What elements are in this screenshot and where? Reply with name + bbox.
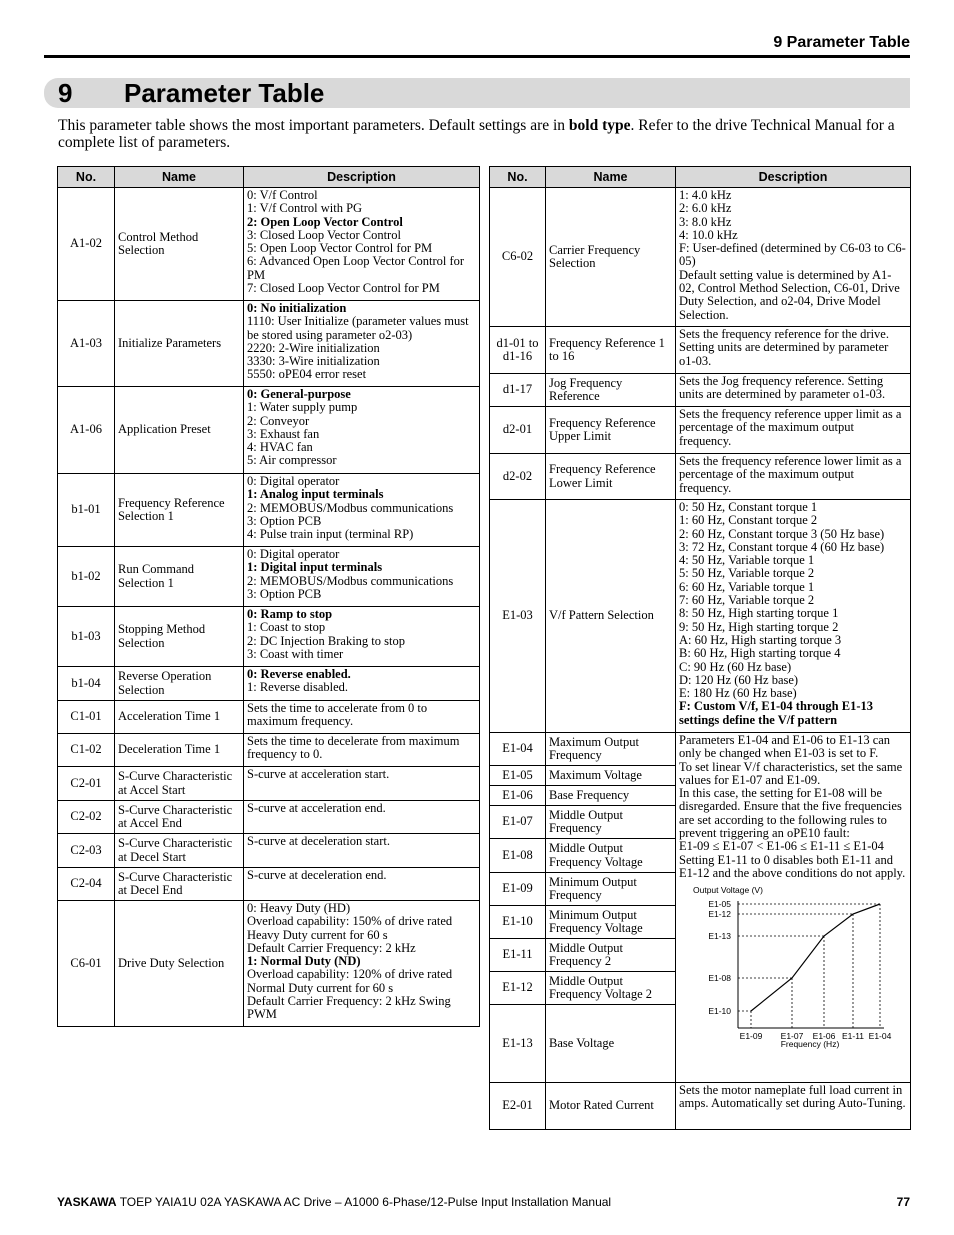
description-line: 1: Analog input terminals — [247, 487, 384, 502]
vf-curve — [751, 904, 880, 1011]
description-line: 1: Reverse disabled. — [247, 680, 349, 695]
description-line: 0: Heavy Duty (HD) — [247, 901, 351, 915]
param-name: Frequency Reference 1 to 16 — [546, 327, 676, 374]
param-name: Middle Output Frequency Voltage 2 — [546, 972, 676, 1005]
description-line: 0: No initialization — [247, 301, 347, 315]
description-line: 2: 6.0 kHz — [679, 201, 732, 216]
x-axis-label: E1-04 — [868, 1031, 892, 1042]
table-row — [490, 733, 911, 766]
vf-pattern-graph — [679, 881, 904, 1051]
param-number: b1-02 — [58, 547, 115, 607]
table-row — [490, 374, 911, 407]
description-cell — [244, 301, 480, 387]
description-line: F: User-defined (determined by C6-03 to C6-05) — [679, 241, 906, 269]
description-line: 1: V/f Control with PG — [247, 201, 363, 216]
description-line: 2: Open Loop Vector Control — [247, 214, 403, 229]
description-line: Sets the frequency reference lower limit as a percentage of the maximum output frequency. — [679, 454, 902, 495]
param-number: C2-02 — [58, 801, 115, 834]
param-name: Base Voltage — [546, 1005, 676, 1083]
param-number: E1-05 — [490, 766, 546, 786]
table-row — [58, 387, 480, 474]
description-line: 0: General-purpose — [247, 387, 351, 401]
param-name: Middle Output Frequency Voltage — [546, 839, 676, 873]
y-axis-label: E1-12 — [708, 909, 731, 920]
description-line: S-curve at acceleration start. — [247, 767, 390, 781]
column-header-no: No. — [490, 167, 546, 188]
description-line: Setting E1-11 to 0 disables both E1-11 and E1-12 and the above conditions do not apply. — [679, 852, 906, 880]
description-line: 0: Ramp to stop — [247, 607, 333, 621]
description-line: 3: Option PCB — [247, 586, 322, 601]
description-line: 1: 60 Hz, Constant torque 2 — [679, 513, 818, 528]
column-header-no: No. — [58, 167, 115, 188]
description-cell — [244, 901, 480, 1027]
description-line: 4: 10.0 kHz — [679, 227, 738, 242]
param-number: E1-06 — [490, 786, 546, 806]
description-line: E1-09 ≤ E1-07 < E1-06 ≤ E1-11 ≤ E1-04 — [679, 839, 884, 854]
description-line: 5550: oPE04 error reset — [247, 367, 367, 382]
description-line: 3: 8.0 kHz — [679, 214, 732, 229]
param-name: Reverse Operation Selection — [115, 667, 244, 701]
description-cell — [244, 734, 480, 767]
param-number: E1-13 — [490, 1005, 546, 1083]
description-line: 5: 50 Hz, Variable torque 2 — [679, 566, 815, 581]
table-row — [58, 301, 480, 387]
e1-description-cell — [676, 733, 911, 1083]
param-number: C2-01 — [58, 767, 115, 801]
page-footer — [57, 1195, 910, 1209]
table-row — [58, 901, 480, 1027]
table-row — [490, 188, 911, 327]
param-number: C6-02 — [490, 188, 546, 327]
description-line: 5: Air compressor — [247, 453, 337, 468]
param-name: Stopping Method Selection — [115, 607, 244, 667]
param-name: Control Method Selection — [115, 188, 244, 301]
description-line: Overload capability: 120% of drive rated Normal Duty current for 60 s — [247, 967, 453, 995]
column-header-description: Description — [676, 167, 911, 188]
param-name: S-Curve Characteristic at Accel Start — [115, 767, 244, 801]
param-name: Maximum Output Frequency — [546, 733, 676, 766]
x-axis-label: E1-07 — [780, 1031, 804, 1042]
description-line: S-curve at deceleration end. — [247, 868, 387, 882]
y-axis-title: Output Voltage (V) — [693, 885, 763, 896]
param-name: Acceleration Time 1 — [115, 701, 244, 734]
description-cell — [244, 607, 480, 667]
x-axis-label: E1-06 — [812, 1031, 836, 1042]
description-line: F: Custom V/f, E1-04 through E1-13 settings define the V/f pattern — [679, 699, 873, 727]
description-cell — [676, 188, 911, 327]
param-number: E1-07 — [490, 806, 546, 839]
description-cell — [676, 374, 911, 407]
table-row — [490, 454, 911, 500]
description-cell — [244, 701, 480, 734]
param-name: Deceleration Time 1 — [115, 734, 244, 767]
description-line: Sets the time to accelerate from 0 to maximum frequency. — [247, 701, 428, 729]
description-line: 7: 60 Hz, Variable torque 2 — [679, 593, 815, 608]
param-name: Middle Output Frequency 2 — [546, 939, 676, 972]
description-line: 2: MEMOBUS/Modbus communications — [247, 573, 454, 588]
param-number: E1-11 — [490, 939, 546, 972]
table-row — [58, 767, 480, 801]
description-line: 1: Digital input terminals — [247, 560, 383, 575]
param-number: b1-01 — [58, 474, 115, 547]
description-cell — [244, 188, 480, 301]
description-cell — [244, 868, 480, 901]
param-name: Frequency Reference Upper Limit — [546, 407, 676, 454]
param-number: C1-02 — [58, 734, 115, 767]
param-number: E1-03 — [490, 500, 546, 733]
description-line: Sets the frequency reference for the drive. Setting units are determined by parameter o1-03. — [679, 327, 889, 368]
y-axis-label: E1-08 — [708, 973, 731, 984]
description-line: 0: Reverse enabled. — [247, 667, 351, 681]
description-line: Default Carrier Frequency: 2 kHz Swing PWM — [247, 994, 451, 1022]
description-cell — [676, 1083, 911, 1130]
description-line: 8: 50 Hz, High starting torque 1 — [679, 606, 839, 621]
param-name: Frequency Reference Selection 1 — [115, 474, 244, 547]
description-line: E: 180 Hz (60 Hz base) — [679, 686, 797, 701]
param-number: d1-01 to d1-16 — [490, 327, 546, 374]
table-row — [490, 500, 911, 733]
description-line: C: 90 Hz (60 Hz base) — [679, 659, 792, 674]
param-number: E1-04 — [490, 733, 546, 766]
param-name: Application Preset — [115, 387, 244, 474]
x-axis-label: E1-11 — [841, 1031, 865, 1042]
description-line: In this case, the setting for E1-08 will be disregarded. Ensure that the five frequencies are set according to the following rules to prevent triggering an oPE10 fault: — [679, 786, 902, 841]
table-row — [58, 188, 480, 301]
param-number: E2-01 — [490, 1083, 546, 1130]
description-line: 4: 50 Hz, Variable torque 1 — [679, 553, 815, 568]
description-line: 3330: 3-Wire initialization — [247, 354, 380, 369]
table-row — [58, 547, 480, 607]
section-number: 9 — [58, 78, 73, 108]
description-line: 4: HVAC fan — [247, 440, 313, 455]
table-row — [58, 701, 480, 734]
description-line: Parameters E1-04 and E1-06 to E1-13 can only be changed when E1-03 is set to F. — [679, 733, 891, 761]
param-name: Run Command Selection 1 — [115, 547, 244, 607]
description-cell — [676, 327, 911, 374]
description-line: 1: 4.0 kHz — [679, 188, 732, 202]
description-line: 2: Conveyor — [247, 413, 310, 428]
description-cell — [676, 454, 911, 500]
description-line: 9: 50 Hz, High starting torque 2 — [679, 619, 839, 634]
description-line: 6: 60 Hz, Variable torque 1 — [679, 579, 815, 594]
description-line: 3: Coast with timer — [247, 646, 344, 661]
param-number: b1-03 — [58, 607, 115, 667]
description-line: 0: 50 Hz, Constant torque 1 — [679, 500, 818, 514]
description-line: 7: Closed Loop Vector Control for PM — [247, 281, 440, 296]
param-name: Maximum Voltage — [546, 766, 676, 786]
param-name: V/f Pattern Selection — [546, 500, 676, 733]
parameter-table-left — [57, 166, 480, 1027]
table-row — [58, 667, 480, 701]
param-number: C1-01 — [58, 701, 115, 734]
running-header: 9 Parameter Table — [773, 34, 910, 51]
description-cell — [244, 767, 480, 801]
x-axis-title: Frequency (Hz) — [780, 1039, 840, 1050]
table-row — [490, 407, 911, 454]
description-line: B: 60 Hz, High starting torque 4 — [679, 646, 841, 661]
param-number: d2-01 — [490, 407, 546, 454]
description-line: To set linear V/f characteristics, set the same values for E1-07 and E1-09. — [679, 759, 903, 787]
section-title: Parameter Table — [124, 78, 325, 108]
column-header-name: Name — [115, 167, 244, 188]
description-cell — [244, 801, 480, 834]
description-line: Sets the frequency reference upper limit as a percentage of the maximum output frequency. — [679, 407, 902, 448]
page-number: 77 — [896, 1195, 910, 1209]
param-name: Minimum Output Frequency Voltage — [546, 906, 676, 939]
table-row — [58, 474, 480, 547]
description-line: 2: 60 Hz, Constant torque 3 (50 Hz base) — [679, 526, 885, 541]
param-name: Carrier Frequency Selection — [546, 188, 676, 327]
param-number: C2-03 — [58, 834, 115, 868]
description-cell — [244, 474, 480, 547]
description-line: 2220: 2-Wire initialization — [247, 340, 380, 355]
description-line: S-curve at deceleration start. — [247, 834, 390, 848]
table-row — [58, 734, 480, 767]
param-name: Base Frequency — [546, 786, 676, 806]
footer-text: TOEP YAIA1U 02A YASKAWA AC Drive – A1000 6-Phase/12-Pulse Input Installation Manual — [116, 1195, 612, 1209]
intro-bold-text: bold type — [568, 117, 631, 134]
table-row — [58, 607, 480, 667]
param-number: d1-17 — [490, 374, 546, 407]
description-cell — [244, 547, 480, 607]
param-number: b1-04 — [58, 667, 115, 701]
description-line: 3: 72 Hz, Constant torque 4 (60 Hz base) — [679, 539, 885, 554]
parameter-table-right — [489, 166, 911, 1130]
description-line: 5: Open Loop Vector Control for PM — [247, 241, 433, 256]
description-line: 4: Pulse train input (terminal RP) — [247, 527, 414, 542]
description-line: 1: Coast to stop — [247, 620, 326, 635]
y-axis-label: E1-10 — [708, 1006, 731, 1017]
column-header-name: Name — [546, 167, 676, 188]
intro-paragraph — [58, 117, 908, 151]
param-name: Initialize Parameters — [115, 301, 244, 387]
param-name: Middle Output Frequency — [546, 806, 676, 839]
description-line: Sets the motor nameplate full load current in amps. Automatically set during Auto-Tuning. — [679, 1083, 906, 1111]
description-line: 2: MEMOBUS/Modbus communications — [247, 500, 454, 515]
param-name: Frequency Reference Lower Limit — [546, 454, 676, 500]
param-number: E1-08 — [490, 839, 546, 873]
description-line: 6: Advanced Open Loop Vector Control for PM — [247, 254, 465, 282]
description-cell — [244, 387, 480, 474]
description-cell — [244, 667, 480, 701]
description-line: 1: Normal Duty (ND) — [247, 954, 361, 969]
description-line: S-curve at acceleration end. — [247, 801, 386, 815]
description-line: 0: Digital operator — [247, 474, 340, 488]
description-cell — [676, 500, 911, 733]
description-line: 0: V/f Control — [247, 188, 318, 202]
table-row — [490, 327, 911, 374]
header-rule — [44, 55, 910, 58]
table-row — [58, 868, 480, 901]
intro-text-1: This parameter table shows the most important parameters. Default settings are in — [58, 117, 569, 134]
param-number: E1-09 — [490, 873, 546, 906]
footer-brand: YASKAWA — [57, 1195, 117, 1209]
param-number: A1-06 — [58, 387, 115, 474]
description-line: 1110: User Initialize (parameter values must be stored using parameter o2-03) — [247, 314, 469, 342]
param-name: S-Curve Characteristic at Decel Start — [115, 834, 244, 868]
param-number: C6-01 — [58, 901, 115, 1027]
y-axis-label: E1-05 — [708, 899, 731, 910]
description-line: 2: DC Injection Braking to stop — [247, 633, 405, 648]
param-number: d2-02 — [490, 454, 546, 500]
description-line: Sets the Jog frequency reference. Setting units are determined by parameter o1-03. — [679, 374, 886, 402]
description-line: Default Carrier Frequency: 2 kHz — [247, 940, 416, 955]
param-number: E1-12 — [490, 972, 546, 1005]
description-line: 3: Exhaust fan — [247, 426, 320, 441]
table-row — [490, 1083, 911, 1130]
param-name: Drive Duty Selection — [115, 901, 244, 1027]
table-row — [58, 834, 480, 868]
param-number: A1-03 — [58, 301, 115, 387]
description-line: 1: Water supply pump — [247, 400, 358, 415]
description-line: Sets the time to decelerate from maximum frequency to 0. — [247, 734, 460, 762]
param-name: Minimum Output Frequency — [546, 873, 676, 906]
description-line: Default setting value is determined by A1-02, Control Method Selection, C6-01, Drive Duty Selection, and o2-04, Drive Model Selection. — [679, 267, 900, 322]
param-name: Jog Frequency Reference — [546, 374, 676, 407]
table-row — [58, 801, 480, 834]
param-name: Motor Rated Current — [546, 1083, 676, 1130]
description-line: 0: Digital operator — [247, 547, 340, 561]
y-axis-label: E1-13 — [708, 931, 731, 942]
param-name: S-Curve Characteristic at Accel End — [115, 801, 244, 834]
description-line: Overload capability: 150% of drive rated Heavy Duty current for 60 s — [247, 914, 453, 942]
description-line: 3: Option PCB — [247, 513, 322, 528]
description-cell — [244, 834, 480, 868]
param-name: S-Curve Characteristic at Decel End — [115, 868, 244, 901]
param-number: A1-02 — [58, 188, 115, 301]
param-number: E1-10 — [490, 906, 546, 939]
intro-text-2: . Refer to the drive Technical Manual for a complete list of parameters. — [58, 117, 895, 151]
description-line: A: 60 Hz, High starting torque 3 — [679, 632, 842, 647]
param-number: C2-04 — [58, 868, 115, 901]
column-header-description: Description — [244, 167, 480, 188]
x-axis-label: E1-09 — [739, 1031, 763, 1042]
description-line: D: 120 Hz (60 Hz base) — [679, 672, 799, 687]
description-cell — [676, 407, 911, 454]
description-line: 3: Closed Loop Vector Control — [247, 227, 401, 242]
